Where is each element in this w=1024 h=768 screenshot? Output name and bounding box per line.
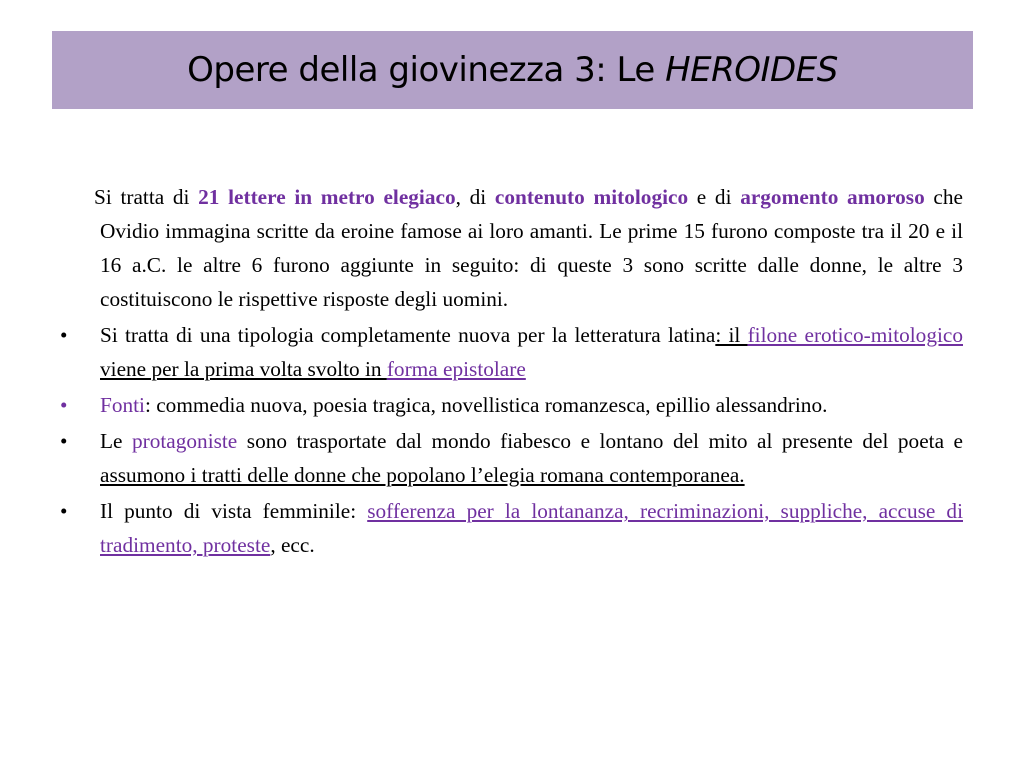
intro-text: che Ovidio immagina scritte da eroine famose ai loro amanti. Le prime 15 furono composte tra il 20 e il 16 a.C. le altre 6 furono aggiunte in seguito: di queste 3 sono scritte dalle donne, le altre 3 costituiscono le rispettive risposte degli uomini.	[100, 185, 963, 311]
intro-highlight-argument: argomento amoroso	[740, 185, 925, 209]
intro-highlight-content: contenuto mitologico	[494, 185, 689, 209]
slide-body	[60, 180, 963, 564]
title-bar	[52, 31, 973, 109]
slide-title	[187, 50, 838, 90]
bullet-text-underlined: : il	[715, 323, 748, 347]
intro-text: e di	[688, 185, 741, 209]
bullet-item-3	[60, 424, 963, 492]
bullet-icon: •	[60, 323, 68, 347]
bullet-text-underlined: assumono i tratti delle donne che popolano l’elegia romana contemporanea.	[100, 463, 745, 487]
bullet-text-underlined: viene per la prima volta svolto in	[100, 357, 387, 381]
bullet-icon: •	[60, 393, 68, 417]
bullet-keyword-protagonists: protagoniste	[131, 429, 238, 453]
title-italic: HEROIDES	[665, 50, 838, 90]
intro-text: , di	[455, 185, 495, 209]
bullet-link-female-viewpoint[interactable]: sofferenza per la lontananza, recriminazioni, suppliche, accuse di tradimento, proteste	[100, 499, 963, 557]
bullet-item-2	[60, 388, 963, 422]
bullet-text: Le	[100, 429, 132, 453]
bullet-text: Si tratta di una tipologia completamente nuova per la letteratura latina	[100, 323, 716, 347]
bullet-text: Il punto di vista femminile:	[100, 499, 368, 523]
bullet-icon: •	[60, 499, 68, 523]
bullet-text: sono trasportate dal mondo fiabesco e lontano del mito al presente del poeta e	[237, 429, 963, 453]
bullet-text: , ecc.	[270, 533, 315, 557]
bullet-link-epistolary-form[interactable]: forma epistolare	[386, 357, 526, 381]
title-prefix: Opere della giovinezza 3: Le	[187, 50, 666, 90]
bullet-icon: •	[60, 429, 68, 453]
bullet-link-erotic-mythological[interactable]: filone erotico-mitologico	[747, 323, 963, 347]
intro-text: Si tratta di	[94, 185, 199, 209]
bullet-item-1	[60, 318, 963, 386]
bullet-text: : commedia nuova, poesia tragica, novellistica romanzesca, epillio alessandrino.	[144, 393, 828, 417]
bullet-item-4	[60, 494, 963, 562]
intro-paragraph	[60, 180, 963, 316]
bullet-keyword-sources: Fonti	[100, 393, 145, 417]
intro-highlight-letters: 21 lettere in metro elegiaco	[198, 185, 456, 209]
